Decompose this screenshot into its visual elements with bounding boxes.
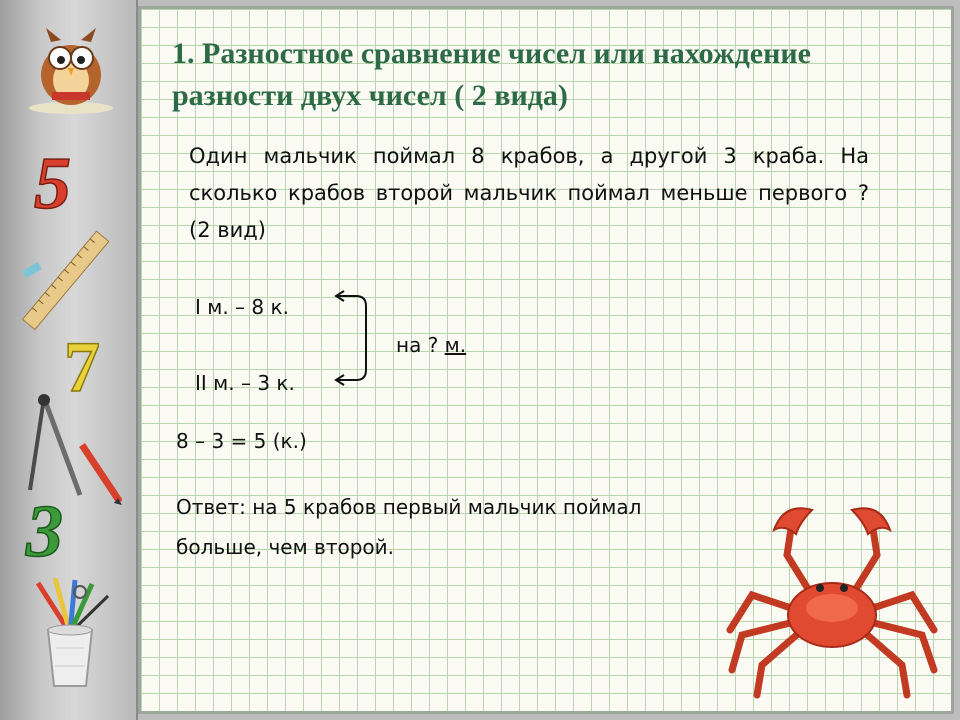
slide-title: 1. Разностное сравнение чисел или нахождение разности двух чисел ( 2 вида): [172, 37, 811, 112]
ruler-icon: [18, 228, 113, 333]
diagram-line-1: I м. – 8 к.: [195, 295, 289, 319]
compass-icon: [22, 390, 122, 505]
owl-icon: [16, 20, 126, 115]
sidebar-number-5: 5: [34, 143, 71, 220]
crab-icon: [712, 500, 952, 700]
answer-line-1: Ответ: на 5 крабов первый мальчик поймал: [176, 495, 642, 519]
diagram-question: [396, 333, 466, 357]
question-unit: м.: [444, 333, 467, 357]
pencil-cup-icon: [20, 578, 120, 693]
question-prefix: на ?: [396, 333, 445, 357]
diagram-line-2: II м. – 3 к.: [195, 371, 295, 395]
number-5-decoration: [28, 140, 88, 220]
solution-equation: 8 – 3 = 5 (к.): [176, 429, 307, 453]
sidebar-decoration: [0, 0, 138, 720]
bracket-arrow-icon: [330, 288, 380, 388]
sidebar-number-3: 3: [26, 491, 63, 570]
problem-text: Один мальчик поймал 8 крабов, а другой 3 краба. На сколько крабов второй мальчик поймал меньше первого ? (2 вид): [189, 144, 869, 242]
number-3-decoration: [22, 490, 82, 570]
sidebar-number-7: 7: [64, 327, 100, 405]
answer-line-2: больше, чем второй.: [176, 535, 394, 559]
